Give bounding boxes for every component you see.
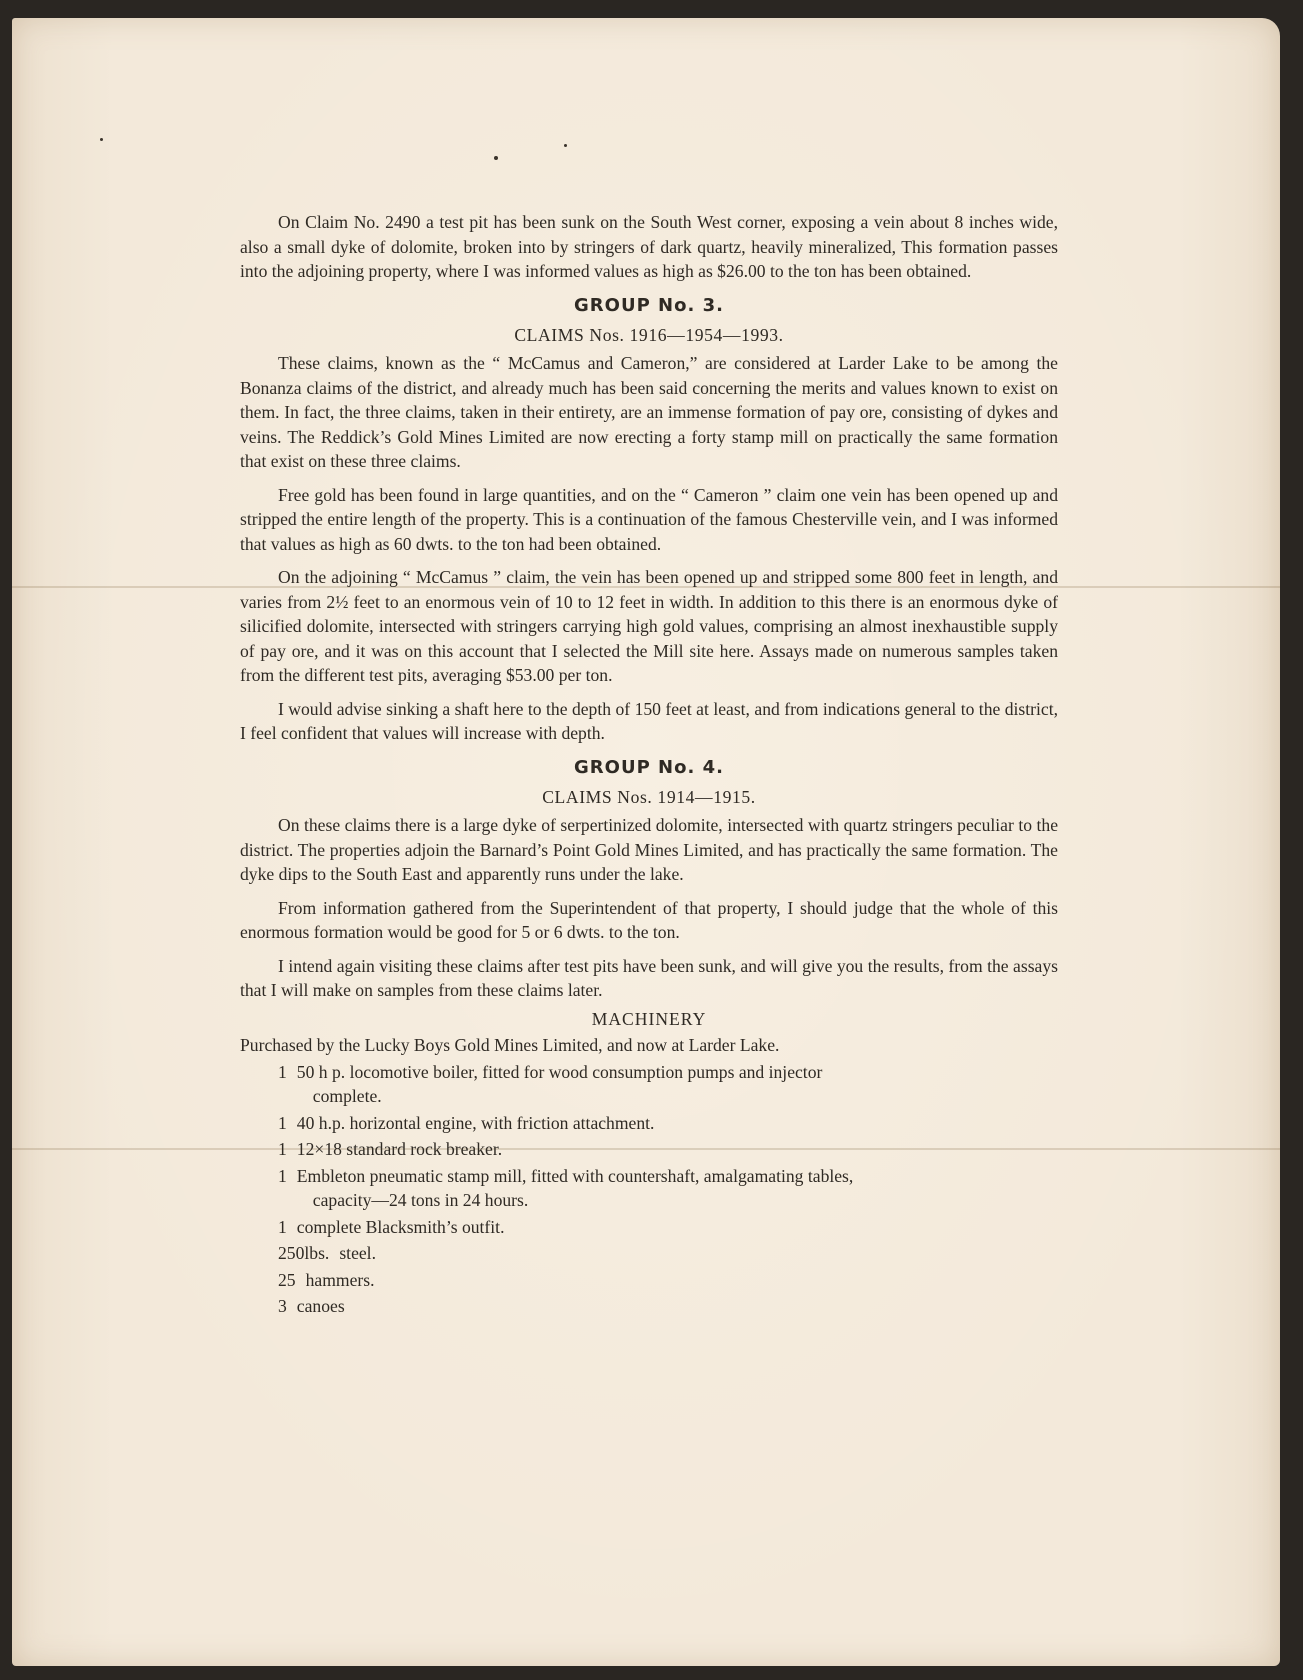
- group-4-heading: GROUP No. 4.: [574, 756, 724, 778]
- item-description: [306, 1268, 1058, 1293]
- item-quantity: 1: [278, 1216, 287, 1237]
- item-text: 50 h p. locomotive boiler, fitted for wood consumption pumps and injector: [296, 1061, 823, 1082]
- item-text: Embleton pneumatic stamp mill, fitted with countershaft, amalgamating tables,: [296, 1165, 854, 1186]
- group-3-paragraph: I would advise sinking a shaft here to the depth of 150 feet at least, and from indications general to the district, I feel confident that values will increase with depth.: [240, 698, 1058, 743]
- item-description: [339, 1241, 1058, 1266]
- intro-paragraph: On Claim No. 2490 a test pit has been sunk on the South West corner, exposing a vein about 8 inches wide, also a small dyke of dolomite, broken into by stringers of dark quartz, heavily mineralized, This formation passes into the adjoining property, where I was informed values as high as $26.00 to the ton has been obtained.: [240, 212, 1058, 281]
- item-quantity: 1: [278, 1061, 287, 1082]
- item-quantity: 1: [278, 1112, 287, 1133]
- machinery-list: [240, 1060, 1058, 1319]
- item-text: 12×18 standard rock breaker.: [296, 1139, 503, 1159]
- item-quantity: 250lbs.: [278, 1243, 330, 1263]
- item-quantity: 3: [278, 1296, 287, 1316]
- group-3-paragraph: These claims, known as the “ McCamus and Cameron,” are considered at Larder Lake to be among the Bonanza claims of the district, and already much has been said concerning the merits and values known to exist on them. In fact, the three claims, taken in their entirety, are an immense formation of pay ore, consisting of dykes and veins. The Reddick’s Gold Mines Limited are now erecting a forty stamp mill on practically the same formation that exist on these three claims.: [240, 353, 1058, 471]
- machinery-item: [278, 1060, 1058, 1109]
- item-description: [297, 1294, 1058, 1319]
- machinery-intro: Purchased by the Lucky Boys Gold Mines Limited, and now at Larder Lake.: [240, 1035, 780, 1055]
- item-description: [297, 1137, 1058, 1162]
- item-description: [297, 1215, 1058, 1240]
- item-quantity: 1: [278, 1139, 287, 1159]
- item-text: steel.: [339, 1243, 376, 1263]
- item-quantity: 25: [278, 1269, 296, 1290]
- item-text: 40 h.p. horizontal engine, with friction attachment.: [296, 1112, 655, 1133]
- item-description: [297, 1111, 1058, 1136]
- group-3-paragraph: Free gold has been found in large quantities, and on the “ Cameron ” claim one vein has been opened up and stripped the entire length of the property. This is a continuation of the famous Chesterville vein, and I was informed that values as high as 60 dwts. to the ton had been obtained.: [240, 484, 1058, 554]
- group-3-heading: GROUP No. 3.: [574, 294, 724, 316]
- item-text-continued: complete.: [312, 1086, 382, 1106]
- item-description: [297, 1060, 1058, 1109]
- group-4-paragraph: On these claims there is a large dyke of serpertinized dolomite, intersected with quartz stringers peculiar to the district. The properties adjoin the Barnard’s Point Gold Mines Limited, and has practically the same formation. The dyke dips to the South East and apparently runs under the lake.: [240, 815, 1058, 884]
- group-4-paragraph: I intend again visiting these claims after test pits have been sunk, and will give you the results, from the assays that I will make on samples from these claims later.: [240, 955, 1058, 1000]
- machinery-item: [278, 1164, 1058, 1213]
- group-4-claims: CLAIMS Nos. 1914—1915.: [542, 786, 756, 807]
- item-text: hammers.: [305, 1269, 375, 1290]
- item-text: complete Blacksmith’s outfit.: [296, 1216, 505, 1237]
- machinery-item: [278, 1294, 1058, 1319]
- group-3-paragraph: On the adjoining “ McCamus ” claim, the vein has been opened up and stripped some 800 feet in length, and varies from 2½ feet to an enormous vein of 10 to 12 feet in width. In addition to this there is an enormous dyke of silicified dolomite, intersected with stringers carrying high gold values, comprising an almost inexhaustible supply of pay ore, and it was on this account that I selected the Mill site here. Assays made on numerous samples taken from the different test pits, averaging $53.00 per ton.: [240, 567, 1058, 685]
- machinery-item: [278, 1268, 1058, 1293]
- ink-speck: [494, 156, 498, 160]
- group-4-paragraph: From information gathered from the Superintendent of that property, I should judge that the whole of this enormous formation would be good for 5 or 6 dwts. to the ton.: [240, 897, 1058, 942]
- item-description: [297, 1164, 1058, 1213]
- item-quantity: 1: [278, 1165, 287, 1186]
- machinery-item: [278, 1111, 1058, 1136]
- document-body: [240, 210, 1058, 1321]
- ink-speck: [100, 138, 103, 141]
- item-text-continued: capacity—24 tons in 24 hours.: [312, 1190, 529, 1210]
- machinery-title: MACHINERY: [591, 1008, 707, 1029]
- machinery-item: [278, 1215, 1058, 1240]
- group-3-claims: CLAIMS Nos. 1916—1954—1993.: [514, 324, 784, 345]
- item-text: canoes: [296, 1296, 345, 1316]
- machinery-item: [278, 1241, 1058, 1266]
- ink-speck: [564, 144, 567, 147]
- machinery-item: [278, 1137, 1058, 1162]
